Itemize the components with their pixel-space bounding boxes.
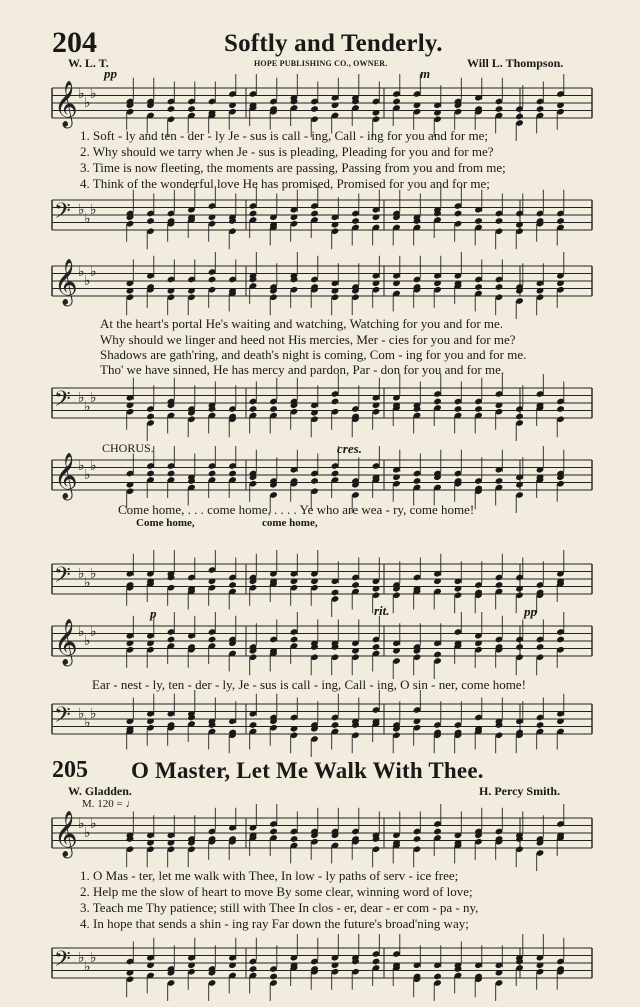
staff-treble-system-4 [0,619,640,668]
hymn-205-verse-3: 3. Teach me Thy patience; still with Thee In clos - er, dear - er com - pa - ny, [80,900,479,915]
verse-2-line-1: 2. Why should we tarry when Je - sus is pleading, Pleading for you and for me? [80,144,494,159]
dynamic-pp-2: pp [524,604,537,619]
verse-3-line-2: Shadows are gath'ring, and death's night is coming, Com - ing for you and for me. [100,347,527,362]
hymn-204-number: 204 [52,26,97,59]
dynamic-rit: rit. [374,603,390,618]
svg-text:𝄞: 𝄞 [54,619,78,665]
staff-treble-system-5 [0,811,640,860]
svg-text:♭: ♭ [90,566,97,582]
hymn-205-verse-1: 1. O Mas - ter, let me walk with Thee, In low - ly paths of serv - ice free; [80,868,459,883]
svg-text:♭: ♭ [90,816,97,832]
hymn-205-number: 205 [52,757,88,783]
chorus-label: CHORUS. [102,441,154,455]
quarter-note-icon: ♩ [125,798,137,810]
hymn-204-publisher: HOPE PUBLISHING CO., OWNER. [254,59,388,68]
svg-text:♭: ♭ [78,624,85,640]
svg-text:♭: ♭ [78,566,85,582]
hymn-205-verse-4: 4. In hope that sends a shin - ing ray Far down the future's broad'ning way; [80,916,469,931]
svg-text:𝄢: 𝄢 [54,703,71,733]
staff-bass-system-3 [0,560,640,606]
verse-1-line-1: 1. Soft - ly and ten - der - ly Je - sus is call - ing, Call - ing for you and for me; [80,128,488,143]
hymn-204-title: Softly and Tenderly. [224,30,443,57]
svg-text:𝄞: 𝄞 [54,259,78,305]
svg-text:♭: ♭ [78,950,85,966]
verse-3-line-1: 3. Time is now fleeting, the moments are passing, Passing from you and from me; [80,160,506,175]
verse-2-line-2: Why should we linger and heed not His mercies, Mer - cies for you and for me? [100,332,516,347]
hymn-204-words-by: W. L. T. [68,56,109,70]
verse-4-line-1: 4. Think of the wonderful love He has promised, Promised for you and for me; [80,176,490,191]
dynamic-cres: cres. [337,441,362,456]
tempo-marking: M. 120 = ♩ [82,798,137,810]
staff-bass-system-1 [0,196,640,242]
svg-text:♭: ♭ [90,706,97,722]
svg-text:𝄢: 𝄢 [54,563,71,593]
staff-bass-system-2 [0,384,640,430]
svg-text:♭: ♭ [90,264,97,280]
svg-text:♭: ♭ [90,86,97,102]
verse-4-line-2: Tho' we have sinned, He has mercy and pardon, Par - don for you and for me. [100,362,505,377]
svg-text:𝄞: 𝄞 [54,811,78,857]
svg-text:♭: ♭ [90,202,97,218]
svg-text:♭: ♭ [90,624,97,640]
chorus-line-2: Ear - nest - ly, ten - der - ly, Je - sus is call - ing, Call - ing, O sin - ner, come home! [92,677,526,692]
staff-treble-system-2 [0,259,640,308]
svg-text:♭: ♭ [84,959,91,975]
staff-bass-system-4 [0,700,640,746]
svg-text:♭: ♭ [90,390,97,406]
svg-text:♭: ♭ [84,467,91,483]
svg-text:♭: ♭ [78,816,85,832]
chorus-echo-2: come home, [262,517,318,529]
svg-text:♭: ♭ [78,706,85,722]
svg-text:♭: ♭ [84,825,91,841]
svg-text:♭: ♭ [84,211,91,227]
svg-text:𝄢: 𝄢 [54,199,71,229]
svg-text:♭: ♭ [78,458,85,474]
hymn-205-verse-2: 2. Help me the slow of heart to move By some clear, winning word of love; [80,884,473,899]
svg-text:𝄞: 𝄞 [54,453,78,499]
chorus-line-1: Come home, . . . come home, . . . . Ye who are wea - ry, come home! [118,502,475,517]
staff-treble-system-1 [0,81,640,130]
chorus-echo-1: Come home, [136,517,195,529]
staff-treble-system-3 [0,453,640,502]
svg-text:♭: ♭ [90,950,97,966]
svg-text:♭: ♭ [78,390,85,406]
svg-text:♭: ♭ [78,264,85,280]
staff-bass-system-5 [0,944,640,990]
svg-text:♭: ♭ [78,202,85,218]
svg-text:♭: ♭ [84,273,91,289]
svg-text:♭: ♭ [84,95,91,111]
dynamic-p: p [150,606,157,621]
verse-1-line-2: At the heart's portal He's waiting and watching, Watching for you and for me. [100,316,504,331]
svg-text:𝄞: 𝄞 [54,81,78,127]
dynamic-pp: pp [104,66,117,81]
svg-text:𝄢: 𝄢 [54,387,71,417]
hymn-205-composer: H. Percy Smith. [479,784,561,798]
svg-text:♭: ♭ [84,399,91,415]
svg-text:♭: ♭ [78,86,85,102]
hymn-205-words-by: W. Gladden. [68,784,132,798]
svg-text:♭: ♭ [84,575,91,591]
hymn-205-title: O Master, Let Me Walk With Thee. [131,758,484,783]
dynamic-m: m [420,66,431,81]
svg-text:♭: ♭ [84,633,91,649]
svg-text:♭: ♭ [90,458,97,474]
svg-text:𝄢: 𝄢 [54,947,71,977]
hymn-204-composer: Will L. Thompson. [467,56,564,70]
svg-text:♭: ♭ [84,715,91,731]
